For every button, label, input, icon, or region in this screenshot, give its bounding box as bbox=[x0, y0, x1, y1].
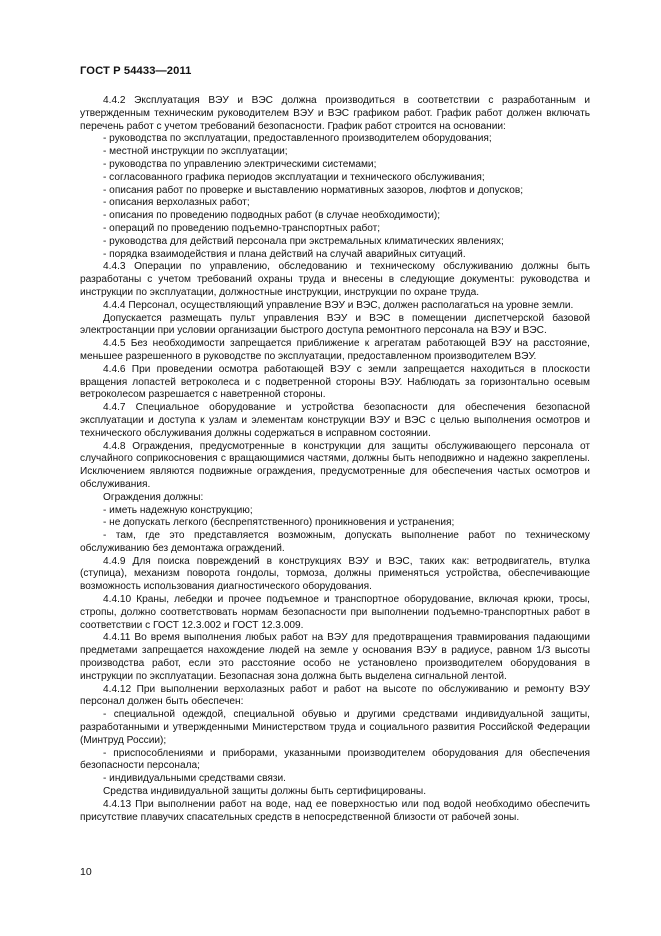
list-item: - описания верхолазных работ; bbox=[103, 197, 250, 209]
list-item: - не допускать легкого (беспрепятственного) проникновения и устранения; bbox=[103, 517, 455, 529]
document-header: ГОСТ Р 54433—2011 bbox=[80, 65, 192, 77]
list-item: - руководства по управлению электрическими системами; bbox=[103, 158, 377, 170]
paragraph: 4.4.4 Персонал, осуществляющий управление ВЭУ и ВЭС, должен располагаться на уровне земли. bbox=[103, 299, 574, 311]
list-item: - приспособлениями и приборами, указанными производителем оборудования для обеспечения безопасности персонала; bbox=[80, 747, 590, 772]
paragraph: 4.4.11 Во время выполнения любых работ на ВЭУ для предотвращения травмирования падающими предметами запрещается нахождение людей на земле у основания ВЭУ в радиусе, равном 1/3 высоты производства работ, если это расстояние особо не установлено производителем оборудования в инструкции по эксплуатации. Безопасная зона должна быть выделена сигнальной лентой. bbox=[80, 632, 590, 682]
paragraph: 4.4.2 Эксплуатация ВЭУ и ВЭС должна производиться в соответствии с разработанным и утвержденным техническим руководителем ВЭУ и ВЭС графиком работ. График работ должен включать перечень работ с учетом требований безопасности. График работ строится на основании: bbox=[80, 95, 590, 132]
list-item: - порядка взаимодействия и плана действий на случай аварийных ситуаций. bbox=[103, 248, 466, 260]
list-item: - местной инструкции по эксплуатации; bbox=[103, 146, 288, 158]
paragraph: 4.4.13 При выполнении работ на воде, над ее поверхностью или под водой необходимо обеспечить присутствие плавучих спасательных средств в непосредственной близости от рабочей зоны. bbox=[80, 798, 590, 823]
list-item: - специальной одеждой, специальной обувью и другими средствами индивидуальной защиты, разработанными и утвержденными Министерством труда и социального развития Российской Федерации (Минтруд России); bbox=[80, 709, 590, 746]
paragraph: Ограждения должны: bbox=[103, 491, 204, 503]
list-item: - описания по проведению подводных работ (в случае необходимости); bbox=[103, 210, 441, 222]
list-item: - руководства по эксплуатации, предоставленного производителем оборудования; bbox=[103, 133, 492, 145]
list-item: - операций по проведению подъемно-транспортных работ; bbox=[103, 222, 381, 234]
document-body bbox=[80, 95, 590, 824]
paragraph: 4.4.6 При проведении осмотра работающей ВЭУ с земли запрещается находиться в плоскости вращения лопастей ветроколеса и с подветренной стороны ВЭУ. Наблюдать за горизонтально осевым ветроколесом разрешается с наветренной стороны. bbox=[80, 363, 590, 401]
paragraph: Допускается размещать пульт управления ВЭУ и ВЭС в помещении диспетчерской базовой электростанции при условии организации быстрого доступа ремонтного персонала на ВЭУ и ВЭС. bbox=[80, 312, 590, 337]
paragraph: 4.4.9 Для поиска повреждений в конструкциях ВЭУ и ВЭС, таких как: ветродвигатель, втулка (ступица), механизм поворота гондолы, тормоза, должны применяться устройства, обеспечивающие возможность использования диагностического оборудования. bbox=[80, 555, 590, 593]
paragraph: 4.4.10 Краны, лебедки и прочее подъемное и транспортное оборудование, включая крюки, тросы, стропы, должно соответствовать нормам безопасности при выполнении подъемно-транспортных работ в соответствии с ГОСТ 12.3.002 и ГОСТ 12.3.009. bbox=[80, 594, 590, 631]
list-item: - индивидуальными средствами связи. bbox=[103, 773, 286, 785]
paragraph: 4.4.8 Ограждения, предусмотренные в конструкции для защиты обслуживающего персонала от случайного соприкосновения с вращающимися частями, должны быть неподвижно и надежно закреплены. Исключением являются подвижные ограждения, предусмотренные для обеспечения частых осмотров и обслуживания. bbox=[80, 440, 590, 490]
list-item: - там, где это представляется возможным, допускать выполнение работ по техническому обслуживанию без демонтажа ограждений. bbox=[80, 530, 590, 554]
paragraph: 4.4.3 Операции по управлению, обследованию и техническому обслуживанию должны быть разработаны с учетом требований охраны труда и внесены в следующие документы: руководства и инструкции по эксплуатации, должностные инструкции, инструкции по охране труда. bbox=[80, 261, 590, 298]
page-number: 10 bbox=[80, 866, 92, 878]
paragraph: Средства индивидуальной защиты должны быть сертифицированы. bbox=[103, 786, 427, 798]
list-item: - согласованного графика периодов эксплуатации и технического обслуживания; bbox=[103, 171, 485, 183]
paragraph: 4.4.5 Без необходимости запрещается приближение к агрегатам работающей ВЭУ на расстояние, меньшее разрешенного в руководстве по эксплуатации, предоставленном производителем ВЭУ. bbox=[80, 338, 590, 362]
paragraph: 4.4.12 При выполнении верхолазных работ и работ на высоте по обслуживанию и ремонту ВЭУ персонал должен быть обеспечен: bbox=[80, 683, 590, 708]
list-item: - иметь надежную конструкцию; bbox=[103, 504, 253, 516]
list-item: - руководства для действий персонала при экстремальных климатических явлениях; bbox=[103, 235, 504, 247]
list-item: - описания работ по проверке и выставлению нормативных зазоров, люфтов и допусков; bbox=[103, 184, 524, 196]
paragraph: 4.4.7 Специальное оборудование и устройства безопасности для обеспечения безопасной эксплуатации и доступа к узлам и элементам конструкции ВЭУ и ВЭС с целью выполнения осмотров и технического обслуживания должны содержаться в исправном состоянии. bbox=[80, 402, 590, 439]
